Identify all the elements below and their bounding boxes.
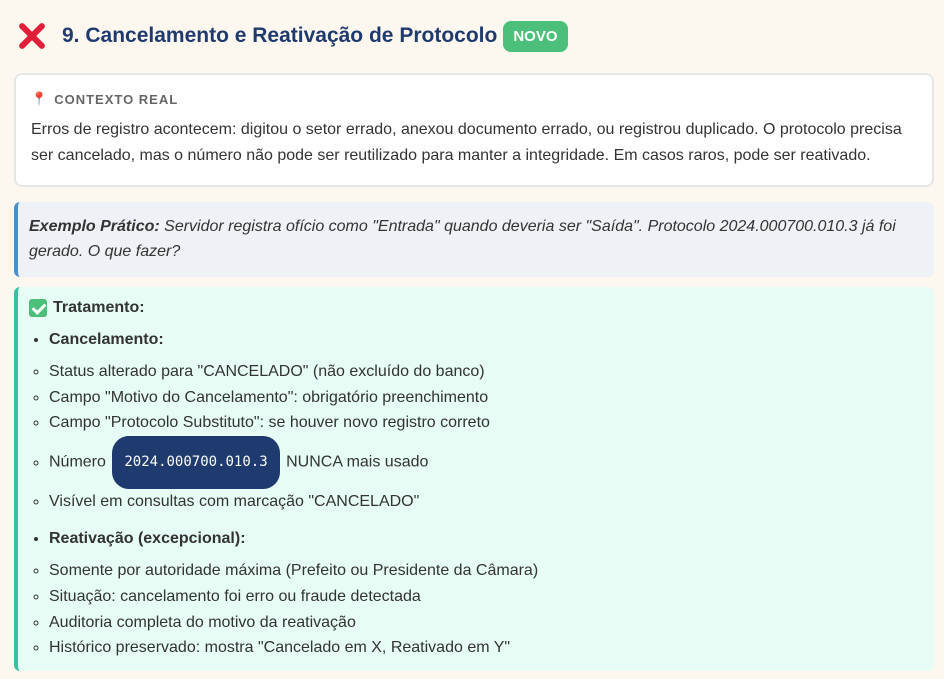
list-item: ◦ Somente por autoridade máxima (Prefeito ou Presidente da Câmara) (49, 558, 922, 584)
new-badge: NOVO (503, 21, 567, 52)
cancel-section (29, 329, 922, 351)
treatment-heading: Tratamento: (53, 299, 145, 316)
context-label: CONTEXTO REAL (54, 91, 179, 107)
reactivation-items (29, 558, 922, 660)
treatment-heading-row (29, 299, 922, 317)
protocol-code: 2024.000700.010.3 (112, 436, 279, 489)
number-prefix: Número (49, 453, 106, 471)
list-item: ◦ Campo "Protocolo Substituto": se houver novo registro correto (49, 410, 922, 436)
context-label-row (31, 91, 917, 107)
example-text: Servidor registra ofício como "Entrada" quando deveria ser "Saída". Protocolo 2024.000700.010.3 já foi gerado. O que fazer? (29, 218, 896, 260)
treatment-box (14, 287, 934, 671)
example-box (14, 202, 934, 277)
cancel-title: • Cancelamento: (49, 329, 922, 351)
cancel-items (29, 359, 922, 514)
reactivation-title: • Reativação (excepcional): (49, 528, 922, 550)
list-item: ◦ Situação: cancelamento foi erro ou fraude detectada (49, 584, 922, 610)
context-text: Erros de registro acontecem: digitou o setor errado, anexou documento errado, ou registrou duplicado. O protocolo precisa ser cancelado, mas o número não pode ser reutilizado para manter a integridade. Em casos raros, pode ser reativado. (31, 121, 902, 164)
context-card (14, 73, 934, 187)
example-label: Exemplo Prático: (29, 218, 160, 235)
cross-mark-icon (14, 18, 50, 54)
list-item-number (49, 436, 922, 489)
pin-icon: 📍 (31, 91, 49, 106)
list-item: ◦ Auditoria completa do motivo da reativação (49, 610, 922, 636)
list-item: ◦ Campo "Motivo do Cancelamento": obrigatório preenchimento (49, 385, 922, 411)
list-item: ◦ Status alterado para "CANCELADO" (não excluído do banco) (49, 359, 922, 385)
page-title: 9. Cancelamento e Reativação de Protocolo (62, 24, 498, 47)
check-mark-icon (29, 299, 47, 317)
list-item: ◦ Visível em consultas com marcação "CANCELADO" (49, 489, 922, 515)
section-header (14, 0, 934, 72)
number-suffix: NUNCA mais usado (286, 453, 429, 471)
list-item: ◦ Histórico preservado: mostra "Cancelado em X, Reativado em Y" (49, 635, 922, 661)
reactivation-section (29, 528, 922, 550)
